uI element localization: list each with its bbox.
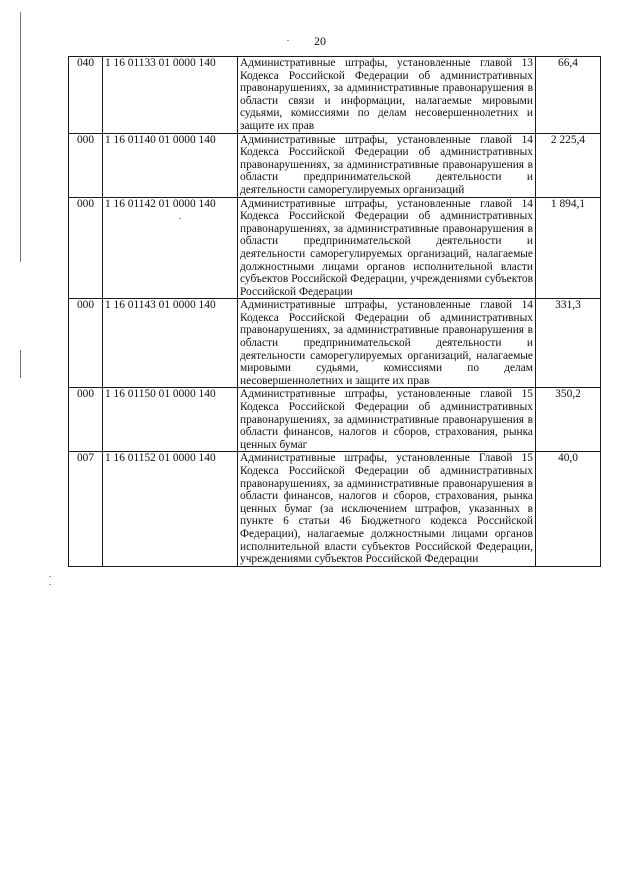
description-cell: Административные штрафы, установленные Главой 15 Кодекса Российской Федерации об административных правонарушениях, за административные правонарушения в области финансов, налогов и сборов, страхования, рынка ценных бумаг (за исключением штрафов, указанных в пункте 6 статьи 46 Бюджетного кодекса Российской Федерации), налагаемые должностными лицами органов исполнительной власти субъектов Российской Федерации, учреждениями субъектов Российской Федерации	[238, 452, 536, 566]
table-row	[69, 388, 601, 452]
amount-cell: 2 225,4	[536, 133, 601, 197]
amount-cell: 66,4	[536, 57, 601, 134]
budget-code-cell: 1 16 01143 01 0000 140	[103, 299, 238, 388]
admin-code-cell: 007	[69, 452, 103, 566]
table-row	[69, 299, 601, 388]
page-number: 20	[314, 34, 326, 48]
description-cell: Административные штрафы, установленные главой 15 Кодекса Российской Федерации об административных правонарушениях, за административные правонарушения в области финансов, налогов и сборов, страхования, рынка ценных бумаг	[238, 388, 536, 452]
description-cell: Административные штрафы, установленные главой 14 Кодекса Российской Федерации об административных правонарушениях, за административные правонарушения в области предпринимательской деятельности и деятельности саморегулируемых организаций, налагаемые должностными лицами органов исполнительной власти субъектов Российской Федерации, учреждениями субъектов Российской Федерации	[238, 197, 536, 299]
table-row	[69, 452, 601, 566]
table-row	[69, 133, 601, 197]
scan-margin-line	[20, 350, 21, 378]
table-row	[69, 57, 601, 134]
amount-cell: 331,3	[536, 299, 601, 388]
admin-code-cell: 040	[69, 57, 103, 134]
table-row	[69, 197, 601, 299]
revenue-table	[68, 56, 601, 567]
budget-code-cell: 1 16 01152 01 0000 140	[103, 452, 238, 566]
amount-cell: 40,0	[536, 452, 601, 566]
amount-cell: 1 894,1	[536, 197, 601, 299]
description-cell: Административные штрафы, установленные главой 13 Кодекса Российской Федерации об административных правонарушениях, за административные правонарушения в области связи и информации, налагаемые мировыми судьями, комиссиями по делам несовершеннолетних и защите их прав	[238, 57, 536, 134]
budget-code-cell: 1 16 01140 01 0000 140	[103, 133, 238, 197]
description-cell: Административные штрафы, установленные главой 14 Кодекса Российской Федерации об административных правонарушениях, за административные правонарушения в области предпринимательской деятельности и деятельности саморегулируемых организаций, налагаемые мировыми судьями, комиссиями по делам несовершеннолетних и защите их прав	[238, 299, 536, 388]
scan-speck	[49, 584, 51, 585]
scan-margin-line	[20, 12, 21, 262]
admin-code-cell: 000	[69, 197, 103, 299]
scan-speck	[49, 576, 51, 577]
description-cell: Административные штрафы, установленные главой 14 Кодекса Российской Федерации об административных правонарушениях, за административные правонарушения в области предпринимательской деятельности и деятельности саморегулируемых организаций	[238, 133, 536, 197]
budget-code-cell: 1 16 01133 01 0000 140	[103, 57, 238, 134]
amount-cell: 350,2	[536, 388, 601, 452]
admin-code-cell: 000	[69, 133, 103, 197]
budget-code-cell: 1 16 01150 01 0000 140	[103, 388, 238, 452]
budget-code-cell: 1 16 01142 01 0000 140	[103, 197, 238, 299]
admin-code-cell: 000	[69, 299, 103, 388]
admin-code-cell: 000	[69, 388, 103, 452]
